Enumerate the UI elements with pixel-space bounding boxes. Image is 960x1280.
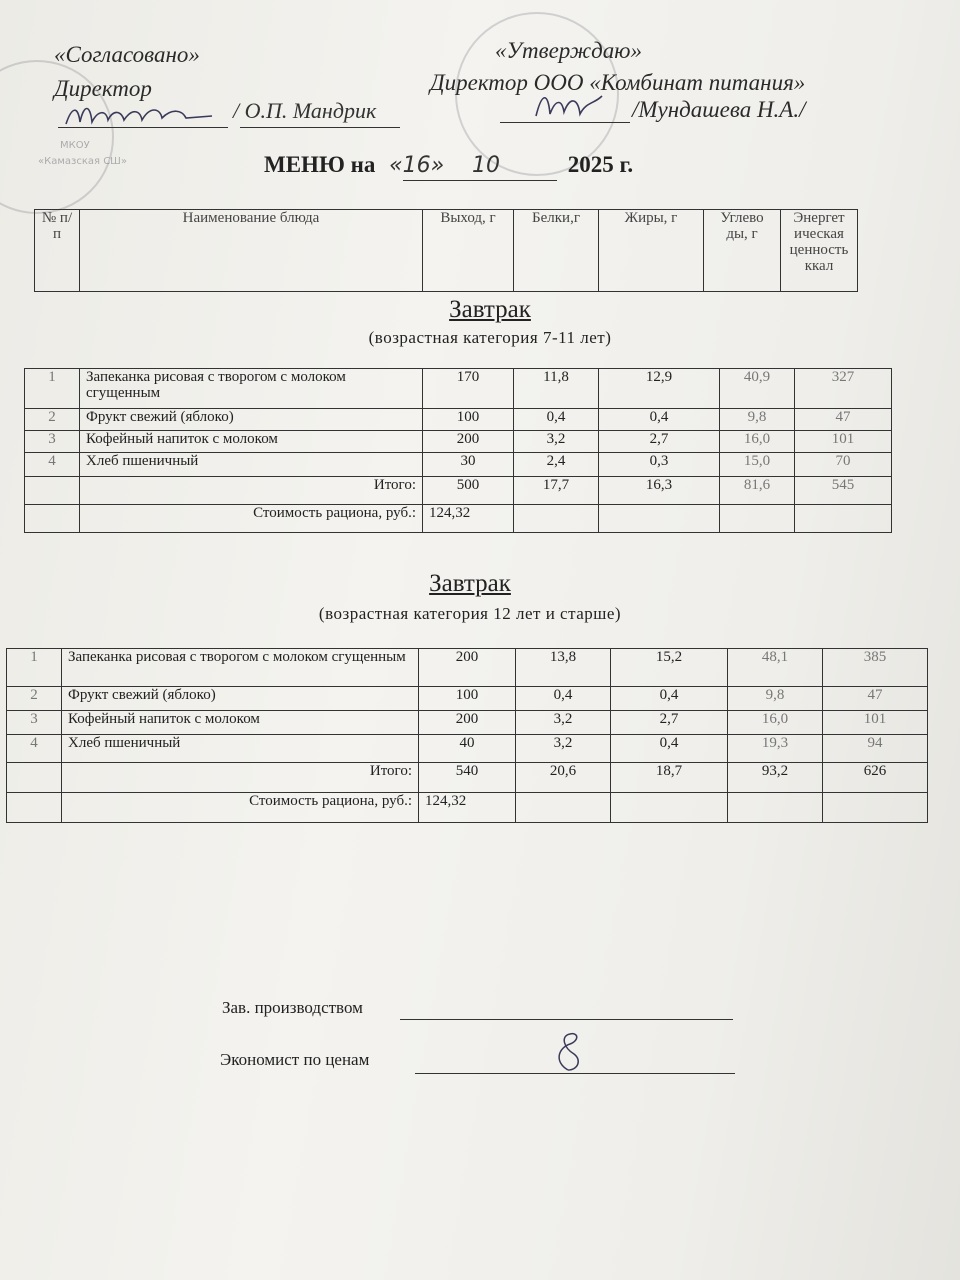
- energy-value: 101: [823, 711, 928, 735]
- table-row: [25, 453, 892, 477]
- protein-value: 13,8: [516, 649, 611, 687]
- total-label: Итого:: [62, 763, 419, 793]
- col-fat: Жиры, г: [599, 210, 704, 292]
- energy-value: 101: [795, 431, 892, 453]
- output-value: 100: [419, 687, 516, 711]
- table-row: [7, 649, 928, 687]
- approve-role: Директор ООО «Комбинат питания»: [430, 70, 806, 95]
- agreed-role: Директор: [54, 76, 152, 101]
- fat-value: 2,7: [599, 431, 720, 453]
- output-value: 40: [419, 735, 516, 763]
- total-row: [25, 477, 892, 505]
- col-energy: Энергет ическая ценность ккал: [781, 210, 858, 292]
- table-row: [25, 369, 892, 409]
- production-label: Зав. производством: [222, 998, 363, 1017]
- cost-row: [7, 793, 928, 823]
- fat-value: 0,4: [611, 687, 728, 711]
- energy-value: 385: [823, 649, 928, 687]
- fat-value: 0,4: [599, 409, 720, 431]
- col-num: № п/п: [35, 210, 80, 292]
- carbs-value: 9,8: [728, 687, 823, 711]
- protein-value: 0,4: [514, 409, 599, 431]
- dish-name: Кофейный напиток с молоком: [62, 711, 419, 735]
- energy-value: 327: [795, 369, 892, 409]
- dish-name: Фрукт свежий (яблоко): [80, 409, 423, 431]
- row-num: 4: [7, 735, 62, 763]
- row-num: 4: [25, 453, 80, 477]
- dish-name: Хлеб пшеничный: [80, 453, 423, 477]
- table-row: [7, 735, 928, 763]
- output-value: 200: [423, 431, 514, 453]
- table-row: [7, 687, 928, 711]
- col-name: Наименование блюда: [80, 210, 423, 292]
- menu-title: [264, 152, 633, 178]
- protein-value: 3,2: [514, 431, 599, 453]
- dish-name: Кофейный напиток с молоком: [80, 431, 423, 453]
- total-energy: 545: [795, 477, 892, 505]
- agreed-signer: / О.П. Мандрик: [233, 98, 377, 123]
- menu-title-prefix: МЕНЮ на: [264, 152, 376, 177]
- carbs-value: 16,0: [720, 431, 795, 453]
- dish-name: Хлеб пшеничный: [62, 735, 419, 763]
- production-line: [400, 1019, 733, 1020]
- section2-table: [6, 648, 928, 823]
- agreed-title: «Согласовано»: [54, 42, 200, 67]
- dish-name: Фрукт свежий (яблоко): [62, 687, 419, 711]
- protein-value: 11,8: [514, 369, 599, 409]
- fat-value: 15,2: [611, 649, 728, 687]
- row-num: 3: [25, 431, 80, 453]
- carbs-value: 48,1: [728, 649, 823, 687]
- left-sign-line: [58, 127, 228, 128]
- output-value: 200: [419, 711, 516, 735]
- total-fat: 16,3: [599, 477, 720, 505]
- approve-title: «Утверждаю»: [495, 38, 642, 63]
- left-name-line: [240, 127, 400, 128]
- total-protein: 20,6: [516, 763, 611, 793]
- table-row: [25, 409, 892, 431]
- fat-value: 0,3: [599, 453, 720, 477]
- cost-value: 124,32: [423, 505, 514, 533]
- carbs-value: 9,8: [720, 409, 795, 431]
- output-value: 100: [423, 409, 514, 431]
- total-energy: 626: [823, 763, 928, 793]
- menu-year: 2025 г.: [567, 152, 634, 177]
- energy-value: 70: [795, 453, 892, 477]
- total-carbs: 81,6: [720, 477, 795, 505]
- protein-value: 3,2: [516, 711, 611, 735]
- menu-month: 10: [472, 153, 500, 178]
- economist-signature: [548, 1030, 588, 1074]
- cost-row: [25, 505, 892, 533]
- section2-subtitle: (возрастная категория 12 лет и старше): [318, 604, 622, 623]
- economist-label: Экономист по ценам: [220, 1050, 370, 1069]
- cost-value: 124,32: [419, 793, 516, 823]
- row-num: 2: [7, 687, 62, 711]
- total-row: [7, 763, 928, 793]
- approve-name: /Мундашева Н.А./: [632, 97, 806, 122]
- total-protein: 17,7: [514, 477, 599, 505]
- section2-title: Завтрак: [429, 570, 511, 597]
- output-value: 30: [423, 453, 514, 477]
- row-num: 1: [7, 649, 62, 687]
- total-output: 500: [423, 477, 514, 505]
- section1-table: [24, 368, 892, 533]
- protein-value: 3,2: [516, 735, 611, 763]
- right-sign-line: [500, 122, 630, 123]
- energy-value: 47: [795, 409, 892, 431]
- carbs-value: 16,0: [728, 711, 823, 735]
- protein-value: 2,4: [514, 453, 599, 477]
- row-num: 3: [7, 711, 62, 735]
- carbs-value: 40,9: [720, 369, 795, 409]
- dish-name: Запеканка рисовая с творогом с молоком сгущенным: [80, 369, 423, 409]
- col-output: Выход, г: [423, 210, 514, 292]
- carbs-value: 15,0: [720, 453, 795, 477]
- table-row: [25, 431, 892, 453]
- fat-value: 2,7: [611, 711, 728, 735]
- total-label: Итого:: [80, 477, 423, 505]
- stamp-text-1: МКОУ: [60, 140, 90, 151]
- fat-value: 12,9: [599, 369, 720, 409]
- column-header-table: [34, 209, 858, 292]
- dish-name: Запеканка рисовая с творогом с молоком сгущенным: [62, 649, 419, 687]
- cost-label: Стоимость рациона, руб.:: [62, 793, 419, 823]
- section1-subtitle: (возрастная категория 7-11 лет): [368, 328, 612, 347]
- right-signature: [530, 86, 610, 122]
- stamp-text-2: «Камазская СШ»: [38, 156, 127, 167]
- date-underline: [403, 180, 557, 181]
- total-carbs: 93,2: [728, 763, 823, 793]
- section1-title: Завтрак: [449, 296, 531, 323]
- total-output: 540: [419, 763, 516, 793]
- output-value: 170: [423, 369, 514, 409]
- menu-day: «16»: [389, 153, 445, 178]
- row-num: 1: [25, 369, 80, 409]
- col-carbs: Углево ды, г: [704, 210, 781, 292]
- output-value: 200: [419, 649, 516, 687]
- fat-value: 0,4: [611, 735, 728, 763]
- cost-label: Стоимость рациона, руб.:: [80, 505, 423, 533]
- total-fat: 18,7: [611, 763, 728, 793]
- energy-value: 47: [823, 687, 928, 711]
- carbs-value: 19,3: [728, 735, 823, 763]
- table-row: [7, 711, 928, 735]
- col-protein: Белки,г: [514, 210, 599, 292]
- row-num: 2: [25, 409, 80, 431]
- protein-value: 0,4: [516, 687, 611, 711]
- energy-value: 94: [823, 735, 928, 763]
